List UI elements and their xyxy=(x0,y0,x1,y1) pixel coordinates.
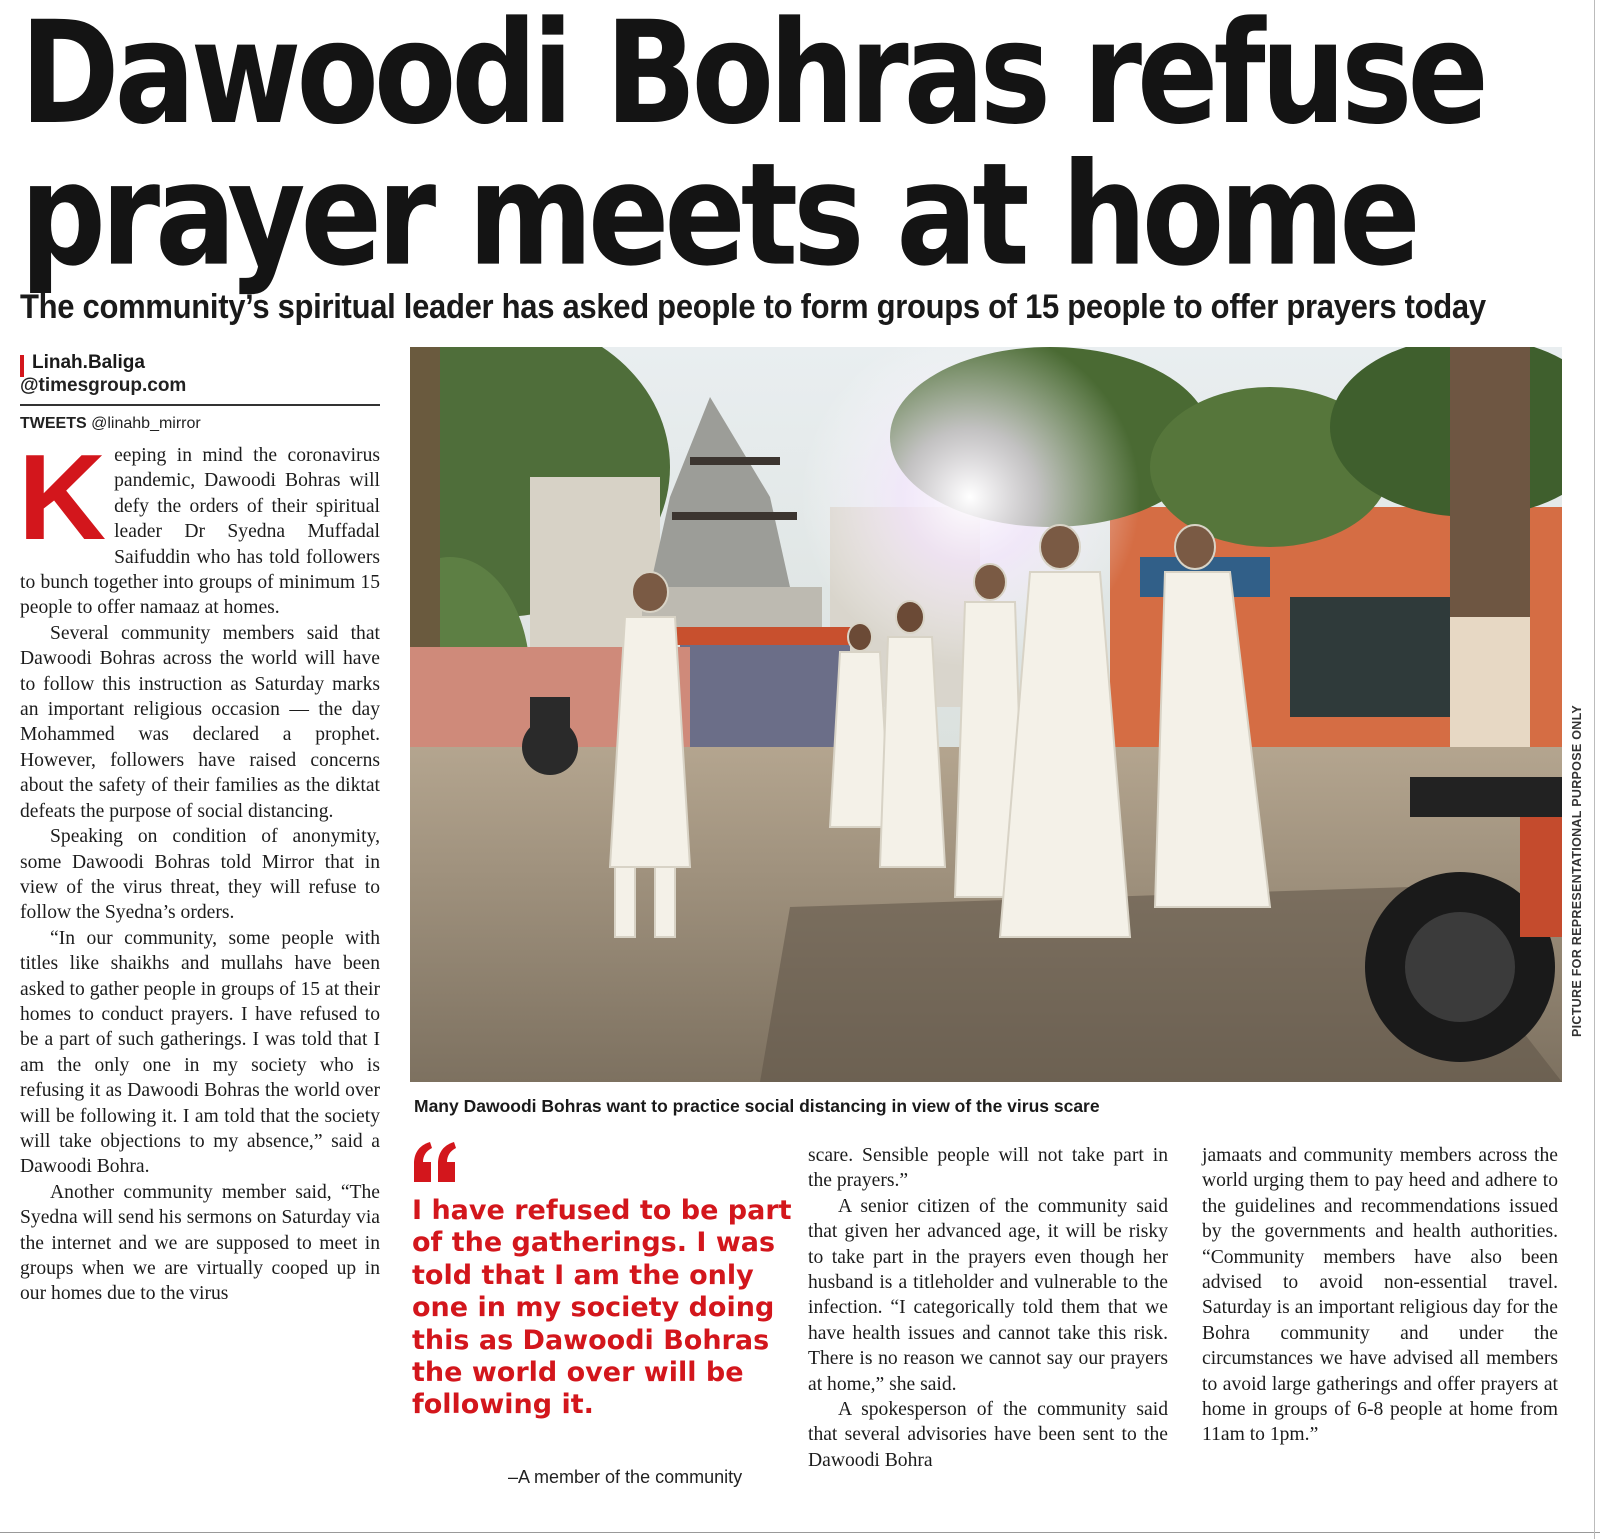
paragraph-6: scare. Sensible people will not take part in the prayers.” xyxy=(808,1145,1168,1192)
article-column-4 xyxy=(1202,1143,1558,1448)
byline-accent-bar xyxy=(20,355,24,377)
paragraph-9: jamaats and community members across the world urging them to pay heed and adhere to the guidelines and recommendations issued by the governments and health authorities. “Community members have also been advised to avoid non-essential travel. Saturday is an important religious day for the Bohra community and under the circumstances we have advised all members to avoid large gatherings and offer prayers at home in groups of 6-8 people at home from 11am to 1pm.” xyxy=(1202,1145,1558,1446)
byline-divider xyxy=(20,404,380,406)
paragraph-5: Another community member said, “The Syedna will send his sermons on Saturday via the internet and we are supposed to meet in groups when we are virtually cooped up in our homes due to the virus xyxy=(20,1181,380,1305)
pull-quote: I have refused to be part of the gatherings. I was told that I am the only one in my society doing this as Dawoodi Bohras the world over will be following it. xyxy=(412,1195,792,1421)
tweets-label: TWEETS xyxy=(20,415,87,432)
drop-cap: K xyxy=(18,429,107,565)
bottom-divider xyxy=(0,1532,1600,1533)
quote-mark-icon xyxy=(410,1138,460,1188)
paragraph-8: A spokesperson of the community said that several advisories have been sent to the Dawoodi Bohra xyxy=(808,1399,1168,1471)
paragraph-7: A senior citizen of the community said that given her advanced age, it will be risky to take part in the prayers even though her husband is a titleholder and vulnerable to the infection. “I categorically told them that we have health issues and cannot take this risk. There is no reason we cannot say our prayers at home,” she said. xyxy=(808,1195,1168,1395)
photo-credit xyxy=(1564,347,1594,1082)
article-column-3 xyxy=(808,1143,1168,1473)
photo-credit-text: PICTURE FOR REPRESENTATIONAL PURPOSE ONLY xyxy=(1570,704,1584,1037)
pull-quote-attribution: –A member of the community xyxy=(508,1467,743,1487)
subheadline: The community’s spiritual leader has asked people to form groups of 15 people to offer prayers today xyxy=(20,287,1486,326)
paragraph-1: eeping in mind the coronavirus pandemic, Dawoodi Bohras will defy the orders of their spiritual leader Dr Syedna Muffadal Saifuddin who has told followers to bunch together into groups of minimum 15 people to offer namaaz at homes. xyxy=(20,445,380,619)
headline xyxy=(20,0,1560,298)
paragraph-4: “In our community, some people with titles like shaikhs and mullahs have been asked to gather people in groups of 15 at their homes to conduct prayers. I have refused to be a part of such gatherings. I was told that I am the only one in my society who is refusing it as Dawoodi Bohras the world over will be following it. I am told that the society will take objections to my absence,” said a Dawoodi Bohra. xyxy=(20,927,380,1178)
photo-caption: Many Dawoodi Bohras want to practice social distancing in view of the virus scare xyxy=(414,1096,1100,1116)
page-edge xyxy=(1594,0,1595,1539)
byline-name: Linah.Baliga xyxy=(32,352,145,373)
byline-email: @timesgroup.com xyxy=(20,375,187,396)
photo-illustration xyxy=(410,347,1562,1082)
tweets-handle: @linahb_mirror xyxy=(91,415,201,432)
headline-line-2: prayer meets at home xyxy=(20,133,1416,298)
article-column-1 xyxy=(18,429,380,1307)
news-photo xyxy=(410,347,1562,1082)
paragraph-2: Several community members said that Dawoodi Bohras across the world will have to follow this instruction as Saturday marks an important religious occasion — the day Mohammed was declared a prophet. However, followers have raised concerns about the safety of their families as the diktat defeats the purpose of social distancing. xyxy=(20,622,380,822)
headline-line-1: Dawoodi Bohras refuse xyxy=(20,0,1484,157)
paragraph-3: Speaking on condition of anonymity, some Dawoodi Bohras told Mirror that in view of the virus threat, they will refuse to follow the Syedna’s orders. xyxy=(20,826,380,924)
